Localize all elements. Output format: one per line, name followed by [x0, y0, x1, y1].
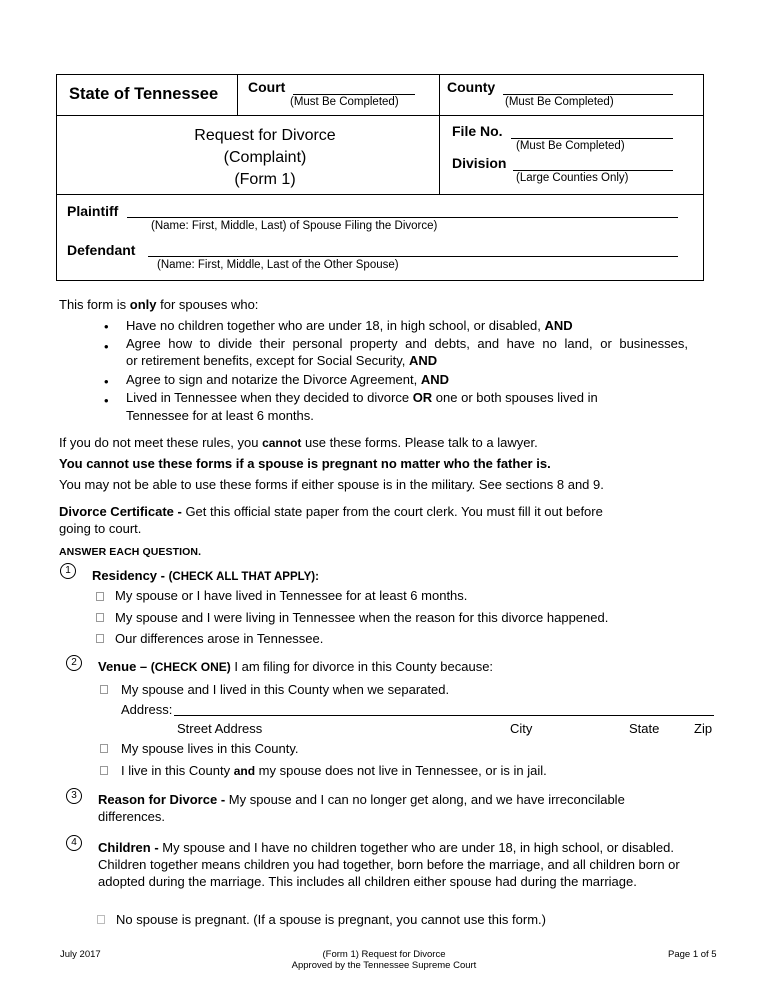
- divorce-certificate-cont: going to court.: [59, 521, 142, 536]
- q1-title: [92, 568, 319, 583]
- form-title-line: Request for Divorce: [194, 127, 336, 144]
- address-field[interactable]: [174, 715, 714, 716]
- footer-page: Page 1 of 5: [668, 949, 717, 960]
- bullet-item-cont: [126, 408, 314, 423]
- venue-checkbox-1[interactable]: [100, 685, 108, 694]
- division-field[interactable]: [513, 170, 673, 171]
- bullet-bold: AND: [420, 372, 450, 387]
- rule-bold: cannot: [262, 436, 302, 450]
- bullet-item: [126, 390, 598, 405]
- plaintiff-field[interactable]: [127, 217, 678, 218]
- intro-lead: [59, 297, 258, 312]
- bullet-bold: AND: [409, 353, 438, 368]
- address-city-label: City: [510, 721, 533, 736]
- venue-option-3-text: my spouse does not live in Tennessee, or is in jail.: [255, 763, 547, 778]
- address-zip-label: Zip: [694, 721, 713, 736]
- residency-option-1: My spouse or I have lived in Tennessee for at least 6 months.: [115, 588, 468, 603]
- bullet-icon: •: [104, 339, 109, 354]
- q2-title-note: (CHECK ONE): [150, 660, 231, 674]
- bullet-icon: •: [104, 319, 109, 334]
- form-title: [140, 125, 390, 191]
- bullet-text: one or both spouses lived in: [432, 390, 598, 405]
- divorce-certificate: [59, 504, 603, 519]
- address-state-label: State: [629, 721, 660, 736]
- q4-title: [98, 840, 674, 855]
- q4-text-cont: Children together means children you had together, born before the marriage, and all children born or: [98, 857, 680, 872]
- number-four-icon: 4: [66, 835, 82, 851]
- residency-checkbox-3[interactable]: [96, 634, 104, 643]
- q2-title: [98, 659, 493, 674]
- venue-checkbox-2[interactable]: [100, 744, 108, 753]
- county-label: County: [447, 79, 496, 95]
- form-title-line: (Complaint): [223, 149, 307, 166]
- venue-checkbox-3[interactable]: [100, 766, 108, 775]
- venue-option-1: My spouse and I lived in this County when we separated.: [121, 682, 450, 697]
- defendant-field[interactable]: [148, 256, 678, 257]
- bullet-text: Agree how to divide their personal property and debts, and have no land, or businesses,: [126, 336, 688, 351]
- pregnancy-option: No spouse is pregnant. (If a spouse is pregnant, you cannot use this form.): [116, 912, 546, 927]
- file-no-note: (Must Be Completed): [516, 140, 625, 152]
- q4-text-cont: adopted during the marriage. This includes all children either spouse had during the marriage.: [98, 874, 637, 889]
- rule-text: use these forms. Please talk to a lawyer.: [301, 435, 538, 450]
- address-label: Address:: [121, 702, 173, 717]
- table-divider: [439, 75, 440, 194]
- venue-option-3-text: I live in this County: [121, 763, 234, 778]
- bullet-text: Have no children together who are under 18, in high school, or disabled,: [126, 318, 545, 333]
- table-divider: [57, 194, 703, 195]
- bullet-item: [126, 372, 449, 387]
- number-two-icon: 2: [66, 655, 82, 671]
- bullet-text: Agree to sign and notarize the Divorce Agreement,: [126, 372, 421, 387]
- number-one-icon: 1: [60, 563, 76, 579]
- residency-checkbox-2[interactable]: [96, 613, 104, 622]
- residency-option-2: My spouse and I were living in Tennessee when the reason for this divorce happened.: [115, 610, 609, 625]
- q3-text: My spouse and I can no longer get along, and we have irreconcilable: [228, 792, 625, 807]
- rule-pregnant: You cannot use these forms if a spouse is pregnant no matter who the father is.: [59, 456, 551, 471]
- venue-option-3-bold: and: [233, 764, 256, 778]
- plaintiff-label: Plaintiff: [67, 203, 119, 219]
- venue-option-3: [121, 763, 547, 778]
- footer-center: [234, 949, 534, 971]
- rule-military: You may not be able to use these forms if either spouse is in the military. See sections 8 and 9.: [59, 477, 604, 492]
- residency-checkbox-1[interactable]: [96, 592, 104, 601]
- residency-option-3: Our differences arose in Tennessee.: [115, 631, 324, 646]
- footer-form-name: (Form 1) Request for Divorce: [322, 949, 446, 960]
- county-note: (Must Be Completed): [505, 96, 614, 108]
- q2-title-text: Venue –: [98, 659, 151, 674]
- court-label: Court: [248, 79, 286, 95]
- defendant-label: Defendant: [67, 242, 136, 258]
- bullet-icon: •: [104, 374, 109, 389]
- court-field[interactable]: [293, 94, 415, 95]
- bullet-item: [126, 336, 688, 351]
- certificate-text: Get this official state paper from the court clerk. You must fill it out before: [185, 504, 603, 519]
- q3-title-text: Reason for Divorce -: [98, 792, 229, 807]
- bullet-text: or retirement benefits, except for Social Security,: [126, 353, 409, 368]
- county-field[interactable]: [503, 94, 673, 95]
- file-no-label: File No.: [452, 123, 503, 139]
- intro-lead-text: This form is: [59, 297, 130, 312]
- rule-cannot: [59, 435, 538, 450]
- file-no-field[interactable]: [511, 138, 673, 139]
- defendant-note: (Name: First, Middle, Last of the Other Spouse): [157, 259, 399, 271]
- certificate-label: Divorce Certificate -: [59, 504, 186, 519]
- q3-title: [98, 792, 625, 807]
- intro-lead-bold: only: [129, 297, 157, 312]
- rule-text: If you do not meet these rules, you: [59, 435, 263, 450]
- bullet-text: Lived in Tennessee when they decided to divorce: [126, 390, 413, 405]
- court-note: (Must Be Completed): [290, 96, 399, 108]
- intro-lead-text: for spouses who:: [156, 297, 259, 312]
- table-divider: [237, 75, 238, 115]
- q4-title-text: Children -: [98, 840, 163, 855]
- table-divider: [57, 115, 703, 116]
- pregnancy-checkbox[interactable]: [97, 915, 105, 924]
- division-label: Division: [452, 155, 507, 171]
- form-title-line: (Form 1): [234, 171, 296, 188]
- answer-heading: ANSWER EACH QUESTION.: [59, 546, 202, 558]
- bullet-text: Tennessee for at least 6 months.: [126, 408, 314, 423]
- address-street-label: Street Address: [177, 721, 263, 736]
- q4-text: My spouse and I have no children together who are under 18, in high school, or disabled.: [162, 840, 674, 855]
- q3-text-cont: differences.: [98, 809, 165, 824]
- q1-title-note: (CHECK ALL THAT APPLY):: [168, 571, 319, 583]
- number-three-icon: 3: [66, 788, 82, 804]
- state-title: State of Tennessee: [69, 85, 219, 103]
- bullet-icon: •: [104, 393, 109, 408]
- venue-option-2: My spouse lives in this County.: [121, 741, 299, 756]
- footer-approval: Approved by the Tennessee Supreme Court: [291, 960, 477, 971]
- footer-date: July 2017: [60, 949, 101, 960]
- bullet-item: [126, 318, 573, 333]
- bullet-bold: AND: [544, 318, 573, 333]
- plaintiff-note: (Name: First, Middle, Last) of Spouse Filing the Divorce): [151, 220, 438, 232]
- bullet-bold: OR: [412, 390, 433, 405]
- bullet-item-cont: [126, 353, 437, 368]
- q2-title-rest: I am filing for divorce in this County because:: [230, 659, 494, 674]
- division-note: (Large Counties Only): [516, 172, 629, 184]
- q1-title-text: Residency -: [92, 568, 169, 583]
